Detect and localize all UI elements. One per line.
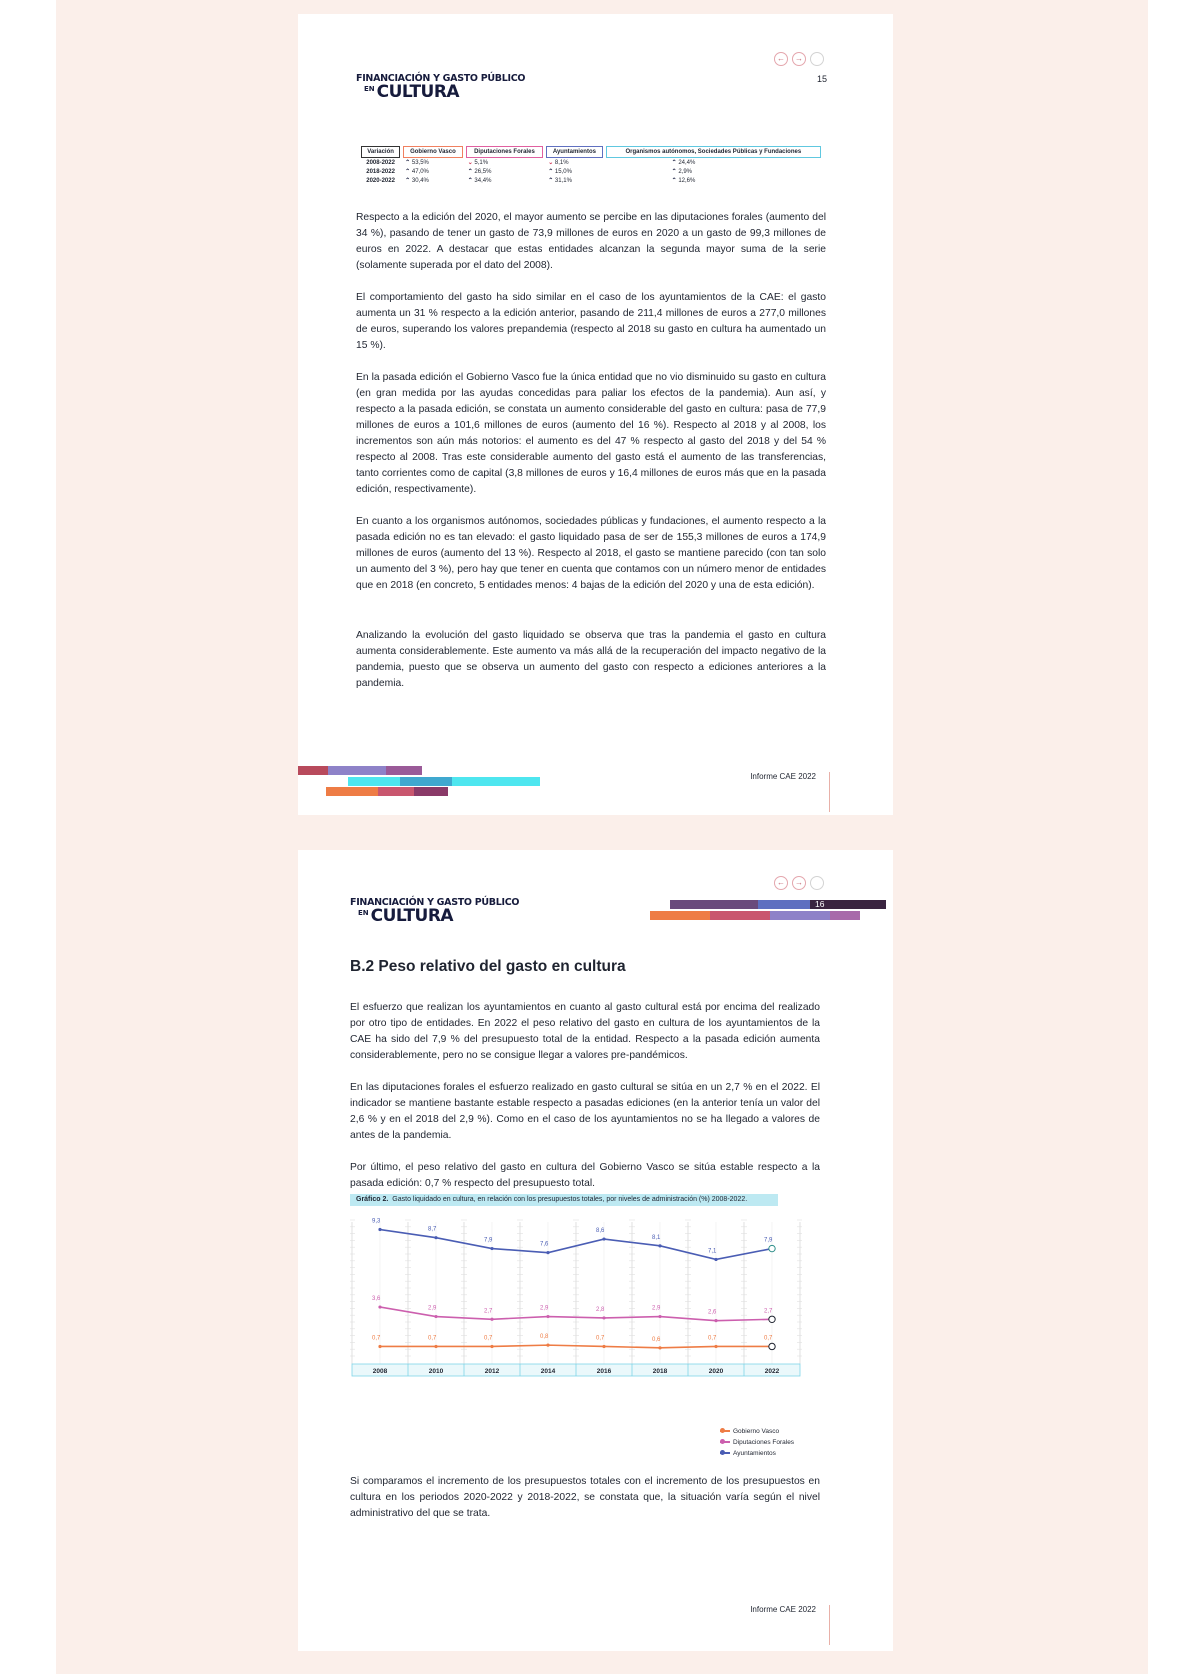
table-header: Gobierno Vasco	[403, 146, 463, 158]
page-footer: Informe CAE 2022	[750, 772, 816, 781]
line-chart	[350, 1214, 802, 1394]
report-logo	[356, 74, 525, 101]
period-cell: 2018-2022	[366, 168, 395, 175]
data-point	[602, 1345, 605, 1348]
color-bar	[452, 777, 540, 786]
data-point	[490, 1247, 493, 1250]
up-arrow-icon: ⌃	[467, 178, 473, 184]
body-paragraph: Por último, el peso relativo del gasto en cultura del Gobierno Vasco se sitúa estable respecto a la pasada edición: 0,7 % respecto del presupuesto total.	[350, 1162, 820, 1189]
table-header: Diputaciones Forales	[466, 146, 544, 158]
value-cell: 8,1%	[554, 160, 569, 166]
data-label: 0,8	[540, 1334, 549, 1341]
x-tick-label: 2014	[540, 1368, 556, 1375]
data-label: 0,7	[428, 1335, 437, 1342]
data-label: 2,7	[484, 1308, 493, 1315]
color-bar	[758, 900, 810, 909]
up-arrow-icon: ⌃	[467, 169, 473, 175]
color-bar	[770, 911, 830, 920]
up-arrow-icon: ⌃	[548, 178, 554, 184]
data-label: 7,9	[764, 1237, 773, 1244]
color-bar	[378, 787, 414, 796]
data-point	[769, 1343, 775, 1349]
data-label: 3,6	[372, 1296, 381, 1303]
data-label: 0,7	[372, 1335, 381, 1342]
body-paragraph: En las diputaciones forales el esfuerzo realizado en gasto cultural se sitúa en un 2,7 % en el 2022. El indicador se mantiene bastante estable respecto a pasadas ediciones (en la anterior tenía un valor del 2,6 % y en el 2018 del 2,9 %). Como en el caso de los ayuntamientos no se ha llegado a valores de antes de la pandemia.	[350, 1082, 820, 1141]
report-page-15	[298, 14, 893, 815]
down-arrow-icon: ⌄	[548, 160, 554, 166]
data-label: 2,8	[596, 1306, 605, 1313]
color-bar	[830, 911, 860, 920]
logo-en: EN	[358, 908, 369, 917]
logo-word: CULTURA	[376, 81, 460, 102]
report-page-16	[298, 850, 893, 1651]
data-label: 7,1	[708, 1248, 717, 1255]
data-point	[546, 1315, 549, 1318]
footer-rule	[829, 1605, 830, 1645]
x-tick-label: 2010	[428, 1368, 444, 1375]
body-paragraph: El esfuerzo que realizan los ayuntamientos en cuanto al gasto cultural está por encima del realizado por otro tipo de entidades. En 2022 el peso relativo del gasto en cultura de los ayuntamientos de la CAE ha sido del 7,9 % del presupuesto total de la entidad. Respecto a la pasada edición aumenta considerablemente, pero no se consigue llegar a valores pre-pandémicos.	[350, 1002, 820, 1061]
up-arrow-icon: ⌃	[405, 178, 411, 184]
data-point	[434, 1315, 437, 1318]
value-cell: 47,0%	[411, 169, 429, 175]
logo-line1: FINANCIACIÓN Y GASTO PÚBLICO	[356, 73, 526, 84]
color-bar	[298, 766, 328, 775]
color-bar	[400, 777, 452, 786]
data-point	[378, 1305, 381, 1308]
caption-text: Gasto liquidado en cultura, en relación con los presupuestos totales, por niveles de administración (%) 2008-2022.	[392, 1196, 748, 1203]
x-tick-label: 2008	[372, 1368, 388, 1375]
data-point	[434, 1236, 437, 1239]
color-bar	[710, 911, 770, 920]
data-point	[602, 1316, 605, 1319]
table-row	[361, 167, 821, 176]
data-point	[546, 1251, 549, 1254]
legend-swatch	[720, 1452, 730, 1454]
report-logo	[350, 898, 519, 925]
up-arrow-icon: ⌃	[671, 178, 677, 184]
legend-item: Gobierno Vasco	[720, 1428, 779, 1435]
table-header: Ayuntamientos	[546, 146, 602, 158]
up-arrow-icon: ⌃	[405, 160, 411, 166]
color-bar	[326, 787, 378, 796]
value-cell: 30,4%	[411, 178, 429, 184]
down-arrow-icon: ⌄	[467, 160, 473, 166]
data-point	[714, 1258, 717, 1261]
x-tick-label: 2020	[708, 1368, 724, 1375]
data-point	[434, 1345, 437, 1348]
variation-table	[358, 146, 824, 185]
data-label: 8,7	[428, 1226, 437, 1233]
x-tick-label: 2018	[652, 1368, 668, 1375]
data-label: 8,6	[596, 1228, 605, 1235]
legend-item: Ayuntamientos	[720, 1450, 776, 1457]
legend-swatch	[720, 1441, 730, 1443]
body-paragraph: En cuanto a los organismos autónomos, sociedades públicas y fundaciones, el aumento respecto a la pasada edición no es tan elevado: el gasto liquidado pasa de ser de 155,3 millones de euros a 174,9 millones de euros (aumento del 13 %). Respecto al 2018, el gasto se mantiene parecido (con tan solo un aumento del 3 %), pero hay que tener en cuenta que contamos con un número menor de entidades que en 2018 (en concreto, 5 entidades menos: 4 bajas de la edición del 2020 y una de esta edición).	[356, 516, 826, 591]
section-heading: B.2 Peso relativo del gasto en cultura	[350, 958, 626, 975]
color-bar	[414, 787, 448, 796]
period-cell: 2020-2022	[366, 177, 395, 184]
data-label: 9,3	[372, 1218, 381, 1225]
page-number: 16	[815, 899, 825, 909]
legend-swatch	[720, 1430, 730, 1432]
value-cell: 2,9%	[678, 169, 693, 175]
data-point	[658, 1244, 661, 1247]
data-label: 2,7	[764, 1308, 773, 1315]
body-paragraph: Si comparamos el incremento de los presupuestos totales con el incremento de los presupuestos en cultura en los periodos 2020-2022 y 2018-2022, se constata que, la situación varía según el nivel administrativo del que se trata.	[350, 1476, 820, 1519]
chart-caption	[350, 1194, 778, 1206]
data-label: 7,9	[484, 1237, 493, 1244]
logo-en: EN	[364, 84, 375, 93]
data-label: 2,9	[652, 1305, 661, 1312]
value-cell: 31,1%	[554, 178, 572, 184]
period-cell: 2008-2022	[366, 159, 395, 166]
data-label: 0,7	[708, 1335, 717, 1342]
body-paragraph: El comportamiento del gasto ha sido similar en el caso de los ayuntamientos de la CAE: el gasto aumenta un 31 % respecto a la edición anterior, pasando de 211,4 millones de euros a 277,0 millones de euros, superando los valores prepandemia (respecto al 2018 su gasto en cultura ha aumentado un 15 %).	[356, 292, 826, 351]
data-label: 2,9	[540, 1305, 549, 1312]
page-menu-button[interactable]	[810, 52, 824, 66]
table-header: Organismos autónomos, Sociedades Públicas y Fundaciones	[606, 146, 821, 158]
data-point	[658, 1315, 661, 1318]
value-cell: 12,6%	[678, 178, 696, 184]
next-page-button[interactable]: →	[792, 52, 806, 66]
prev-page-button[interactable]: ←	[774, 876, 788, 890]
x-tick-label: 2012	[484, 1368, 500, 1375]
data-label: 0,7	[596, 1335, 605, 1342]
data-point	[658, 1346, 661, 1349]
table-header: Variación	[361, 146, 400, 158]
color-bar	[670, 900, 758, 909]
data-label: 0,7	[764, 1335, 773, 1342]
data-point	[602, 1237, 605, 1240]
value-cell: 15,0%	[554, 169, 572, 175]
prev-page-button[interactable]: ←	[774, 52, 788, 66]
x-tick-label: 2022	[764, 1368, 780, 1375]
logo-line1: FINANCIACIÓN Y GASTO PÚBLICO	[350, 897, 520, 908]
body-paragraph: Analizando la evolución del gasto liquidado se observa que tras la pandemia el gasto en cultura aumenta considerablemente. Este aumento va más allá de la recuperación del impacto negativo de la pandemia, puesto que se observa un aumento del gasto con respecto a ediciones anteriores a la pandemia.	[356, 630, 826, 689]
value-cell: 53,5%	[411, 160, 429, 166]
value-cell: 34,4%	[474, 178, 492, 184]
page-menu-button[interactable]	[810, 876, 824, 890]
value-cell: 5,1%	[474, 160, 489, 166]
table-header-row	[361, 146, 821, 158]
data-point	[378, 1345, 381, 1348]
data-point	[546, 1344, 549, 1347]
data-label: 0,7	[484, 1335, 493, 1342]
data-point	[378, 1228, 381, 1231]
body-paragraph: En la pasada edición el Gobierno Vasco fue la única entidad que no vio disminuido su gasto en cultura (en gran medida por las ayudas concedidas para paliar los efectos de la pandemia). Aun así, y respecto a la pasada edición, se constata un aumento considerable del gasto en cultura: pasa de 77,9 millones de euros a 101,6 millones de euros (aumento del 16 %). Respecto al 2018 y al 2008, los incrementos son aún más notorios: el aumento es del 47 % respecto al gasto del 2018 y del 54 % respecto al 2008. Tras este considerable aumento del gasto está el aumento de las transferencias, tanto corrientes como de capital (3,8 millones de euros y 16,4 millones de euros más que en la pasada edición, respectivamente).	[356, 372, 826, 495]
up-arrow-icon: ⌃	[671, 169, 677, 175]
data-point	[714, 1345, 717, 1348]
data-point	[769, 1245, 775, 1251]
page-footer: Informe CAE 2022	[750, 1605, 816, 1614]
data-point	[714, 1319, 717, 1322]
table-row	[361, 176, 821, 185]
up-arrow-icon: ⌃	[671, 160, 677, 166]
color-bar	[328, 766, 386, 775]
data-point	[769, 1316, 775, 1322]
caption-label: Gráfico 2.	[356, 1196, 389, 1203]
data-point	[490, 1345, 493, 1348]
data-label: 8,1	[652, 1234, 661, 1241]
page-number: 15	[817, 74, 828, 84]
legend-item: Diputaciones Forales	[720, 1439, 794, 1446]
next-page-button[interactable]: →	[792, 876, 806, 890]
color-bar	[650, 911, 710, 920]
table-row	[361, 158, 821, 167]
footer-rule	[829, 772, 830, 812]
up-arrow-icon: ⌃	[405, 169, 411, 175]
data-point	[490, 1318, 493, 1321]
x-tick-label: 2016	[596, 1368, 612, 1375]
body-paragraph: Respecto a la edición del 2020, el mayor aumento se percibe en las diputaciones forales (aumento del 34 %), pasando de tener un gasto de 73,9 millones de euros en 2020 a un gasto de 99,3 millones de euros en 2022. A destacar que estas entidades alcanzan la segunda mayor suma de la serie (solamente superada por el dato del 2008).	[356, 212, 826, 271]
color-bar	[348, 777, 400, 786]
data-label: 2,6	[708, 1309, 717, 1316]
logo-word: CULTURA	[370, 905, 454, 926]
color-bar	[386, 766, 422, 775]
value-cell: 24,4%	[678, 160, 696, 166]
data-label: 7,6	[540, 1241, 549, 1248]
value-cell: 26,5%	[474, 169, 492, 175]
up-arrow-icon: ⌃	[548, 169, 554, 175]
data-label: 0,6	[652, 1336, 661, 1343]
data-label: 2,9	[428, 1305, 437, 1312]
